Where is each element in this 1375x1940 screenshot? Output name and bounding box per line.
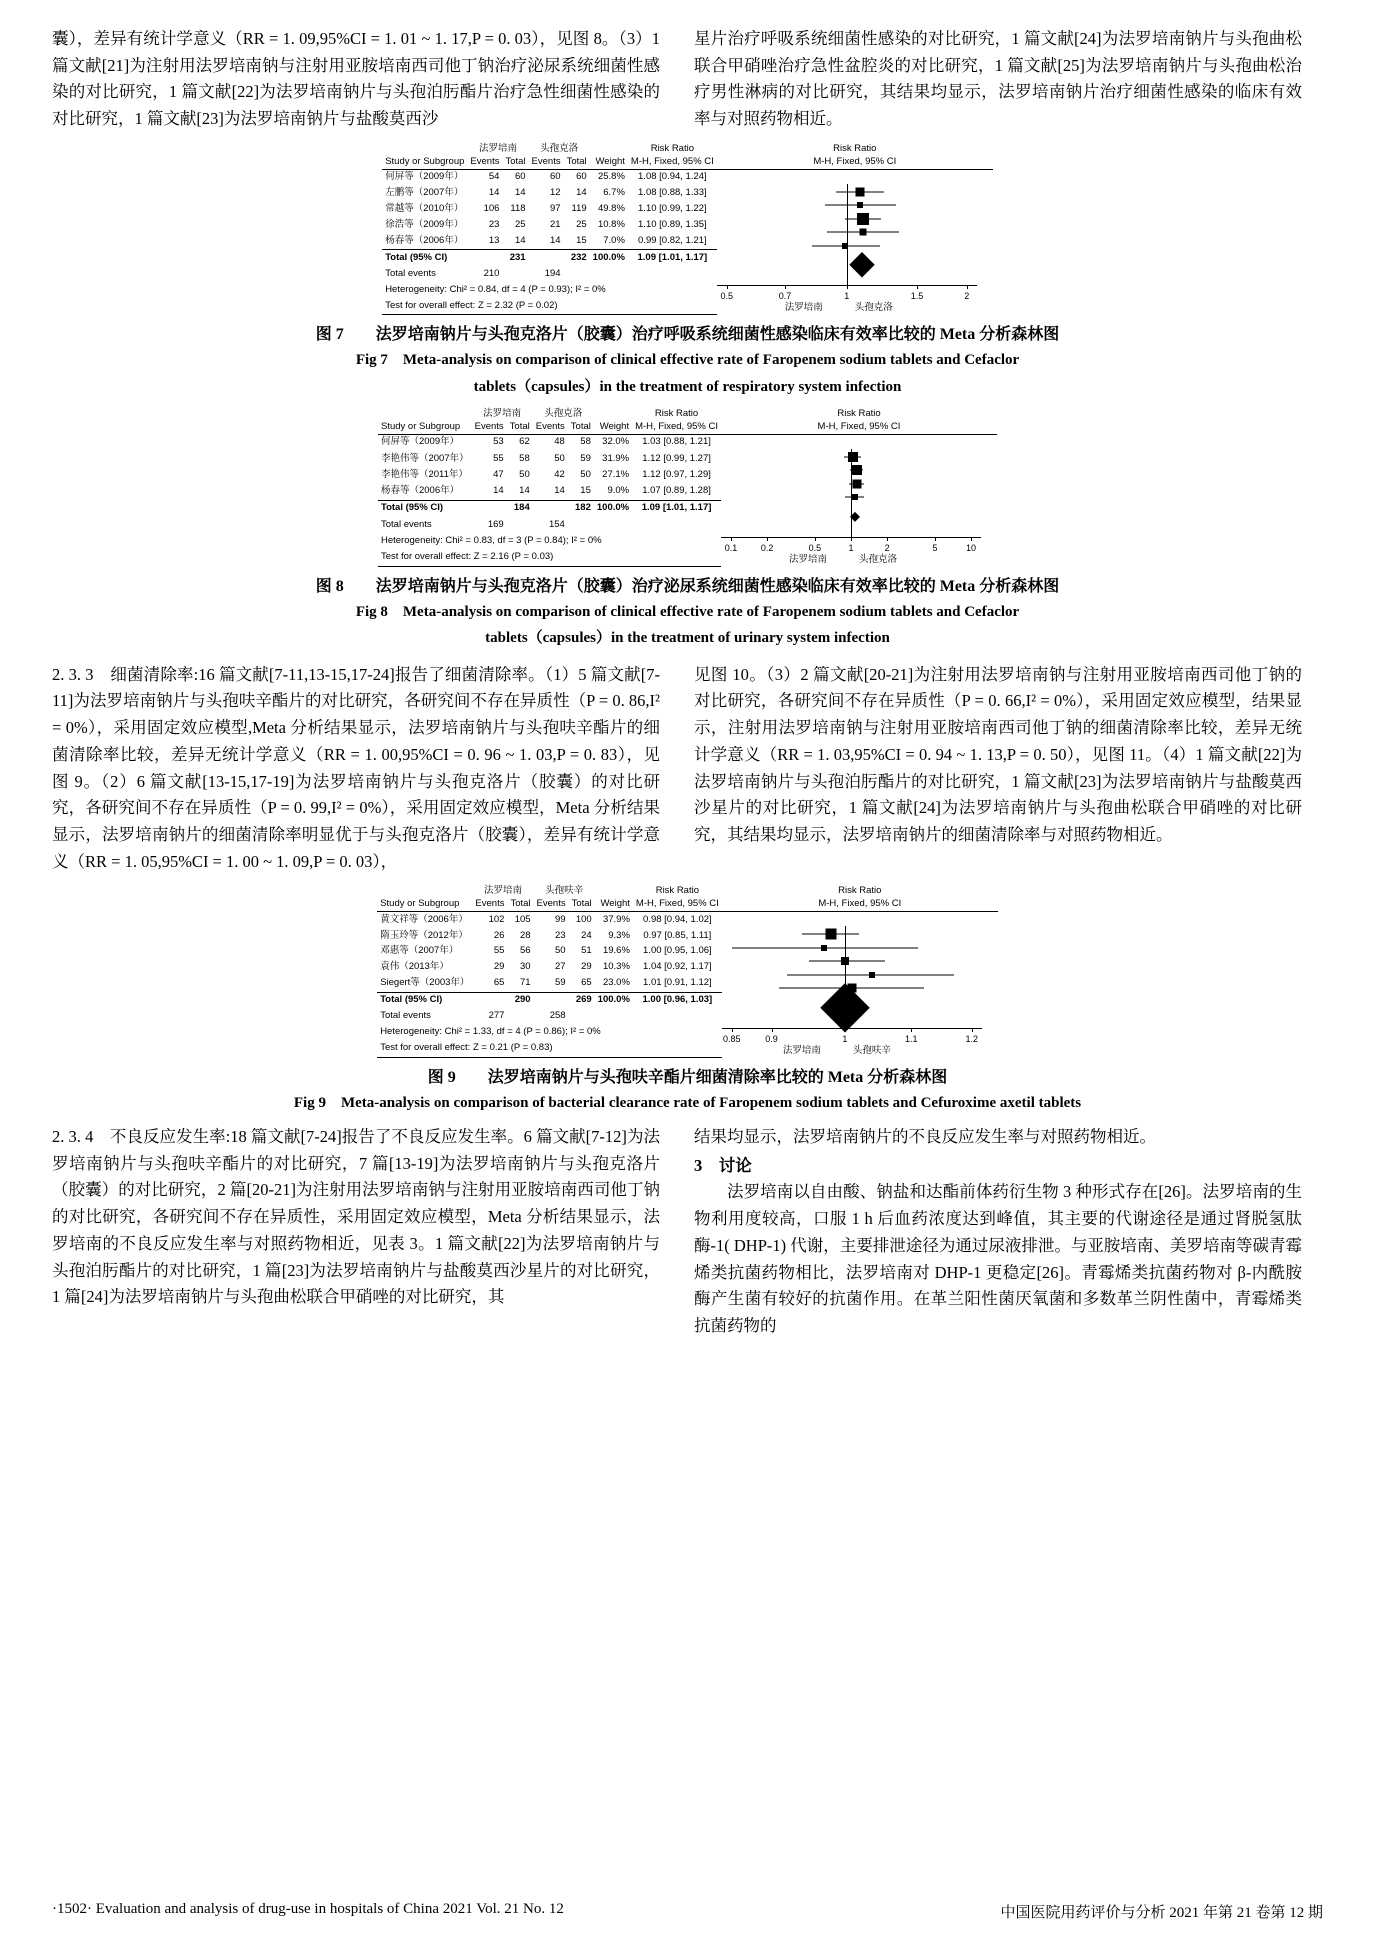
header-events-1: Events xyxy=(467,156,502,169)
header-weight: Weight xyxy=(595,898,633,911)
cell-events-1: 102 xyxy=(488,913,505,925)
cell-events-2: 21 xyxy=(550,218,561,230)
group-label-2: 头孢克洛 xyxy=(540,143,579,154)
header-events-2: Events xyxy=(529,156,564,169)
axis-label-left: 法罗培南 xyxy=(784,303,823,313)
column-right-top xyxy=(694,26,1302,133)
cell-total-1: 28 xyxy=(519,929,531,941)
heterogeneity-text: Heterogeneity: Chi² = 0.83, df = 3 (P = 0.84); I² = 0% xyxy=(380,534,602,546)
top-columns xyxy=(52,26,1323,133)
x-axis xyxy=(722,1028,982,1029)
axis-tick xyxy=(732,1028,733,1032)
axis-tick xyxy=(767,537,768,541)
cell-events-2: 60 xyxy=(550,171,561,183)
paragraph-col2-bottom-2: 法罗培南以自由酸、钠盐和达酯前体药衍生物 3 种形式存在[26]。法罗培南的生物利用度较高，口服 1 h 后血药浓度达到峰值，其主要的代谢途径是通过肾脱氢肽酶-1( DHP-1) 代谢，主要排泄途径为通过尿液排泄。与亚胺培南、美罗培南等碳青霉烯类抗菌药物相比，法罗培南对 DHP-1 更稳定[26]。青霉烯类抗菌药物对 β-内酰胺酶产生菌有较好的抗菌作用。在革兰阳性菌厌氧菌和多数革兰阴性菌中，青霉烯类抗菌药物的 xyxy=(694,1182,1302,1336)
cell-total-2: 60 xyxy=(576,171,587,183)
group-header-row xyxy=(382,143,993,156)
figure-caption-cn-7: 图 7 法罗培南钠片与头孢克洛片（胶囊）治疗呼吸系统细菌性感染临床有效率比较的 Meta 分析森林图 xyxy=(315,326,1060,343)
paragraph-col1-bottom: 2. 3. 4 不良反应发生率:18 篇文献[7-24]报告了不良反应发生率。6 篇文献[7-12]为法罗培南钠片与头孢呋辛酯片的对比研究，7 篇[13-19]为法罗培南钠片与头孢克洛片（胶囊）的对比研究，2 篇[20-21]为注射用法罗培南钠与注射用亚胺培南西司他丁钠的对比研究，各研究间不存在异质性，采用固定效应模型，Meta 分析结果显示，法罗培南的不良反应发生率与对照药物相近，见表 3。1 篇文献[22]为法罗培南钠片与头孢泊肟酯片的对比研究，1 篇[23]为法罗培南钠片与盐酸莫西沙星片的对比研究，1 篇[24]为法罗培南钠片与头孢曲松联合甲硝唑的对比研究，其 xyxy=(52,1127,660,1307)
cell-total-1: 71 xyxy=(507,976,533,993)
overall-effect-text: Test for overall effect: Z = 2.32 (P = 0.02) xyxy=(382,298,717,315)
null-effect-line xyxy=(847,184,848,286)
cell-weight: 9.0% xyxy=(594,483,632,500)
effect-marker xyxy=(841,957,849,965)
axis-tick xyxy=(971,537,972,541)
figure-caption-en-8-line2: tablets（capsules）in the treatment of urinary system infection xyxy=(485,630,890,647)
axis-tick xyxy=(847,285,848,289)
forest-table-7 xyxy=(382,143,993,317)
cell-events-total-1: 169 xyxy=(487,518,504,530)
cell-study: 常越等（2010年） xyxy=(385,202,464,214)
column-left-bottom xyxy=(52,1124,660,1340)
axis-label-left: 法罗培南 xyxy=(782,1045,821,1056)
cell-total-1: 105 xyxy=(514,913,531,925)
cell-events-1: 106 xyxy=(483,202,500,214)
overall-effect-text: Test for overall effect: Z = 2.16 (P = 0.03) xyxy=(378,549,721,566)
header-row xyxy=(378,421,997,434)
axis-tick xyxy=(727,285,728,289)
cell-events-2: 59 xyxy=(534,976,569,993)
header-rr-sub: M-H, Fixed, 95% CI xyxy=(721,421,997,434)
forest-table-9 xyxy=(377,885,998,1059)
column-left-middle xyxy=(52,662,660,876)
cell-total-2: 51 xyxy=(581,945,592,957)
axis-tick-label: 0.5 xyxy=(808,542,822,553)
middle-columns xyxy=(52,662,1323,876)
cell-study: 杨春等（2006年） xyxy=(378,483,472,500)
cell-rr: 1.12 [0.99, 1.27] xyxy=(642,452,711,464)
summary-diamond xyxy=(849,252,875,278)
figure-caption-cn-9: 图 9 法罗培南钠片与头孢呋辛酯片细菌清除率比较的 Meta 分析森林图 xyxy=(427,1068,948,1086)
cell-total-2: 269 xyxy=(575,994,592,1006)
column-title-rr: Risk Ratio xyxy=(650,142,694,154)
cell-rr: 1.08 [0.94, 1.24] xyxy=(638,171,707,183)
cell-study: 李艳伟等（2007年） xyxy=(380,452,469,464)
cell-total-2: 58 xyxy=(580,436,591,448)
column-right-middle xyxy=(694,662,1302,876)
axis-tick xyxy=(967,285,968,289)
cell-weight: 10.8% xyxy=(597,218,625,230)
cell-weight: 6.7% xyxy=(603,187,625,199)
forest-plot-area-9 xyxy=(722,912,982,1060)
cell-events-1: 65 xyxy=(472,976,507,993)
cell-total-1: 184 xyxy=(513,502,530,514)
axis-tick-label: 1 xyxy=(848,542,854,553)
cell-weight: 23.0% xyxy=(595,976,633,993)
axis-tick xyxy=(785,285,786,289)
effect-marker xyxy=(852,479,861,488)
cell-total-1: 58 xyxy=(519,452,530,464)
axis-tick-label: 1 xyxy=(842,1033,848,1044)
axis-tick xyxy=(972,1028,973,1032)
cell-events-1: 23 xyxy=(488,218,500,230)
cell-study: 邓惠等（2007年） xyxy=(380,945,459,957)
effect-marker xyxy=(869,972,875,978)
group-label-2: 头孢克洛 xyxy=(544,409,583,419)
axis-tick-label: 1 xyxy=(844,291,850,301)
cell-total-label: Total (95% CI) xyxy=(385,251,448,263)
paragraph-col1-top: 囊），差异有统计学意义（RR = 1. 09,95%CI = 1. 01 ~ 1. 17,P = 0. 03），见图 8。（3）1 篇文献[21]为注射用法罗培南钠与注射用亚胺培南西司他丁钠治疗泌尿系统细菌性感染的对比研究，1 篇文献[22]为法罗培南钠片与头孢泊肟酯片治疗急性细菌性感染的对比研究，1 篇文献[23]为法罗培南钠片与盐酸莫西沙 xyxy=(52,29,660,129)
cell-total-2: 15 xyxy=(568,483,594,500)
axis-tick-label: 0.2 xyxy=(760,542,774,553)
effect-marker xyxy=(852,494,858,500)
header-study: Study or Subgroup xyxy=(382,156,467,169)
cell-events-1: 26 xyxy=(493,929,505,941)
cell-study: 左鹏等（2007年） xyxy=(385,187,464,199)
bottom-columns xyxy=(52,1124,1323,1340)
cell-events-2: 14 xyxy=(533,483,568,500)
group-label-1: 法罗培南 xyxy=(483,886,522,897)
axis-tick xyxy=(917,285,918,289)
cell-events-1: 13 xyxy=(467,233,502,250)
axis-tick xyxy=(772,1028,773,1032)
cell-events-1: 54 xyxy=(488,171,500,183)
group-label-1: 法罗培南 xyxy=(483,409,522,419)
table-row xyxy=(378,434,997,451)
cell-total-weight: 100.0% xyxy=(592,251,625,263)
header-rr: M-H, Fixed, 95% CI xyxy=(632,421,721,434)
axis-tick xyxy=(887,537,888,541)
cell-study: 袁伟（2013年） xyxy=(380,961,449,973)
axis-tick-label: 0.9 xyxy=(765,1033,778,1044)
column-title-rr-plot: Risk Ratio xyxy=(833,142,877,154)
axis-tick xyxy=(911,1028,912,1032)
cell-total-rr: 1.00 [0.96, 1.03] xyxy=(642,994,713,1006)
cell-events-2: 27 xyxy=(555,961,566,973)
effect-marker xyxy=(825,929,836,940)
axis-tick-label: 10 xyxy=(965,542,977,553)
cell-study: 徐浩等（2009年） xyxy=(385,218,464,230)
cell-rr: 0.97 [0.85, 1.11] xyxy=(643,929,712,941)
cell-rr: 1.12 [0.97, 1.29] xyxy=(642,468,711,480)
header-total-2: Total xyxy=(568,421,594,434)
heterogeneity-text: Heterogeneity: Chi² = 1.33, df = 4 (P = 0.86); I² = 0% xyxy=(380,1026,601,1038)
cell-total-weight: 100.0% xyxy=(596,502,630,514)
header-rr: M-H, Fixed, 95% CI xyxy=(633,898,722,911)
cell-total-2: 65 xyxy=(569,976,595,993)
cell-events-label: Total events xyxy=(380,1010,431,1022)
header-row xyxy=(382,156,993,169)
axis-tick xyxy=(845,1028,846,1032)
cell-study: 隋玉玲等（2012年） xyxy=(380,929,468,941)
header-total-2: Total xyxy=(569,898,595,911)
cell-events-2: 99 xyxy=(555,913,566,925)
figure-caption-en-8-line1: Fig 8 Meta-analysis on comparison of clinical effective rate of Faropenem sodium tablets and Cefaclor xyxy=(355,603,1020,620)
column-title-rr-plot: Risk Ratio xyxy=(838,885,882,897)
cell-total-1: 14 xyxy=(514,187,526,199)
cell-total-2: 182 xyxy=(575,502,591,514)
cell-events-2: 97 xyxy=(550,202,561,214)
cell-events-2: 50 xyxy=(555,945,566,957)
cell-rr: 1.03 [0.88, 1.21] xyxy=(642,436,711,448)
cell-total-2: 119 xyxy=(571,202,587,214)
header-rr-sub: M-H, Fixed, 95% CI xyxy=(717,156,993,169)
footer-right: 中国医院用药评价与分析 2021 年第 21 卷第 12 期 xyxy=(1000,1905,1323,1921)
cell-events-2: 23 xyxy=(555,929,566,941)
cell-rr: 1.07 [0.89, 1.28] xyxy=(632,483,721,500)
effect-marker xyxy=(857,213,869,225)
paragraph-col2-bottom-1: 结果均显示，法罗培南钠片的不良反应发生率与对照药物相近。 xyxy=(694,1127,1156,1146)
cell-total-label: Total (95% CI) xyxy=(380,502,444,514)
cell-study: 黄文祥等（2006年） xyxy=(380,913,468,925)
cell-events-total-1: 277 xyxy=(488,1010,505,1022)
cell-events-2: 14 xyxy=(529,233,564,250)
cell-total-2: 25 xyxy=(576,218,587,230)
cell-study: 杨春等（2006年） xyxy=(382,233,467,250)
header-total-1: Total xyxy=(502,156,528,169)
forest-plot-9 xyxy=(52,885,1323,1059)
null-effect-line xyxy=(851,449,852,537)
header-total-1: Total xyxy=(507,898,533,911)
header-row xyxy=(377,898,998,911)
cell-total-2: 232 xyxy=(570,251,587,263)
cell-events-2: 50 xyxy=(554,452,565,464)
paragraph-col2-middle: 见图 10。（3）2 篇文献[20-21]为注射用法罗培南钠与注射用亚胺培南西司他丁钠的对比研究，各研究间不存在异质性（P = 0. 66,I² = 0%），采用固定效应模型，结果显示，注射用法罗培南钠与注射用亚胺培南西司他丁钠的细菌清除率比较，差异无统计学意义（RR = 1. 03,95%CI = 0. 94 ~ 1. 13,P = 0. 50），见图 11。（4）1 篇文献[22]为法罗培南钠片与头孢泊肟酯片的对比研究，1 篇文献[23]为法罗培南钠片与盐酸莫西沙星片的对比研究，1 篇文献[24]为法罗培南钠片与头孢曲松联合甲硝唑的对比研究，其结果均显示，法罗培南钠片的细菌清除率与对照药物相近。 xyxy=(694,664,1302,844)
forest-table-8 xyxy=(378,408,997,569)
cell-events-label: Total events xyxy=(380,518,432,530)
header-rr-sub: M-H, Fixed, 95% CI xyxy=(722,898,998,911)
forest-plot-8 xyxy=(52,408,1323,569)
forest-plot-area-7 xyxy=(717,170,977,318)
header-study: Study or Subgroup xyxy=(377,898,472,911)
cell-total-label: Total (95% CI) xyxy=(380,994,443,1006)
cell-total-1: 30 xyxy=(519,961,531,973)
cell-study: 何屏等（2009年） xyxy=(380,436,460,448)
cell-events-total-2: 194 xyxy=(544,267,561,279)
header-total-1: Total xyxy=(507,421,533,434)
header-study: Study or Subgroup xyxy=(378,421,472,434)
cell-rr: 1.08 [0.88, 1.33] xyxy=(638,187,707,199)
cell-events-1: 14 xyxy=(472,483,507,500)
column-title-rr-plot: Risk Ratio xyxy=(837,408,881,419)
cell-events-1: 47 xyxy=(493,468,504,480)
cell-total-1: 118 xyxy=(510,202,526,214)
cell-rr: 1.04 [0.92, 1.17] xyxy=(643,961,712,973)
group-label-1: 法罗培南 xyxy=(478,143,517,154)
cell-weight: 10.3% xyxy=(602,961,630,973)
header-events-2: Events xyxy=(533,421,568,434)
cell-total-2: 50 xyxy=(580,468,591,480)
cell-events-1: 14 xyxy=(488,187,500,199)
column-title-rr: Risk Ratio xyxy=(654,408,699,419)
figure-8 xyxy=(52,408,1323,650)
axis-tick-label: 1.5 xyxy=(910,291,924,301)
cell-events-total-1: 210 xyxy=(483,267,500,279)
heterogeneity-text: Heterogeneity: Chi² = 0.84, df = 4 (P = 0.93); I² = 0% xyxy=(385,283,606,295)
cell-total-2: 100 xyxy=(575,913,592,925)
forest-plot-7 xyxy=(52,143,1323,317)
cell-events-1: 55 xyxy=(493,452,504,464)
summary-diamond xyxy=(820,983,870,1033)
cell-events-label: Total events xyxy=(385,267,436,279)
header-events-2: Events xyxy=(534,898,569,911)
axis-label-right: 头孢克洛 xyxy=(859,554,898,565)
cell-events-1: 29 xyxy=(493,961,505,973)
header-events-1: Events xyxy=(472,898,507,911)
column-title-rr: Risk Ratio xyxy=(655,885,699,897)
figure-caption-en-7-line2: tablets（capsules）in the treatment of respiratory system infection xyxy=(473,378,902,395)
effect-marker xyxy=(852,465,862,475)
cell-events-2: 48 xyxy=(554,436,565,448)
axis-tick-label: 0.5 xyxy=(720,291,734,301)
axis-tick-label: 2 xyxy=(884,542,890,553)
axis-tick xyxy=(815,537,816,541)
cell-total-2: 59 xyxy=(580,452,591,464)
header-weight: Weight xyxy=(590,156,628,169)
axis-tick-label: 0.7 xyxy=(778,291,792,301)
effect-marker xyxy=(857,202,863,208)
axis-tick-label: 0.1 xyxy=(724,542,738,553)
cell-total-rr: 1.09 [1.01, 1.17] xyxy=(641,502,712,514)
axis-tick-label: 1.2 xyxy=(965,1033,979,1044)
table-row xyxy=(382,169,993,186)
figure-9 xyxy=(52,885,1323,1114)
cell-study: 何屏等（2009年） xyxy=(385,171,464,183)
cell-total-1: 62 xyxy=(519,436,530,448)
cell-study: Siegert等（2003年） xyxy=(377,976,472,993)
axis-tick xyxy=(851,537,852,541)
cell-rr: 1.01 [0.91, 1.12] xyxy=(633,976,722,993)
cell-total-1: 60 xyxy=(514,171,526,183)
cell-total-1: 290 xyxy=(514,994,531,1006)
header-rr: M-H, Fixed, 95% CI xyxy=(628,156,717,169)
table-row xyxy=(377,912,998,929)
figure-caption-cn-8: 图 8 法罗培南钠片与头孢克洛片（胶囊）治疗泌尿系统细菌性感染临床有效率比较的 Meta 分析森林图 xyxy=(315,577,1060,595)
effect-marker xyxy=(842,243,848,249)
header-weight: Weight xyxy=(594,421,632,434)
cell-weight: 19.6% xyxy=(602,945,630,957)
axis-label-left: 法罗培南 xyxy=(789,554,828,565)
cell-events-total-2: 154 xyxy=(548,518,565,530)
forest-plot-area-8 xyxy=(721,435,981,569)
cell-total-1: 231 xyxy=(509,251,526,263)
section-heading-discussion: 3 讨论 xyxy=(694,1155,752,1175)
effect-marker xyxy=(848,452,858,462)
cell-total-1: 14 xyxy=(502,233,528,250)
cell-rr: 0.98 [0.94, 1.02] xyxy=(643,913,712,925)
cell-rr: 1.10 [0.89, 1.35] xyxy=(638,218,707,230)
axis-tick-label: 5 xyxy=(932,542,938,553)
paragraph-col2-top: 星片治疗呼吸系统细菌性感染的对比研究，1 篇文献[24]为法罗培南钠片与头孢曲松联合甲硝唑治疗急性盆腔炎的对比研究，1 篇文献[25]为法罗培南钠片与头孢曲松治疗男性淋病的对比研究，其结果均显示，法罗培南钠片治疗细菌性感染的临床有效率与对照药物相近。 xyxy=(694,29,1302,129)
cell-total-2: 24 xyxy=(581,929,592,941)
cell-rr: 1.00 [0.95, 1.06] xyxy=(643,945,712,957)
figure-caption-en-9-line1: Fig 9 Meta-analysis on comparison of bacterial clearance rate of Faropenem sodium tablets and Cefuroxime axetil tablets xyxy=(293,1094,1082,1111)
axis-label-right: 头孢克洛 xyxy=(854,303,893,313)
cell-total-1: 25 xyxy=(514,218,526,230)
cell-total-2: 15 xyxy=(564,233,590,250)
footer-left: ·1502· Evaluation and analysis of drug-use in hospitals of China 2021 Vol. 21 No. 12 xyxy=(52,1901,564,1917)
effect-marker xyxy=(856,187,865,196)
cell-total-1: 14 xyxy=(507,483,533,500)
cell-weight: 31.9% xyxy=(602,452,630,464)
cell-weight: 32.0% xyxy=(602,436,630,448)
axis-tick-label: 0.85 xyxy=(723,1033,741,1044)
figure-7 xyxy=(52,143,1323,398)
axis-tick xyxy=(731,537,732,541)
cell-events-total-2: 258 xyxy=(549,1010,566,1022)
cell-total-1: 50 xyxy=(519,468,530,480)
cell-events-1: 55 xyxy=(493,945,505,957)
axis-tick-label: 1.1 xyxy=(904,1033,918,1044)
column-right-bottom xyxy=(694,1124,1302,1340)
cell-weight: 27.1% xyxy=(602,468,630,480)
cell-weight: 37.9% xyxy=(602,913,630,925)
cell-total-1: 56 xyxy=(519,945,531,957)
cell-events-1: 53 xyxy=(493,436,504,448)
cell-total-weight: 100.0% xyxy=(597,994,630,1006)
cell-weight: 9.3% xyxy=(608,929,630,941)
page-footer xyxy=(52,1901,1323,1922)
cell-weight: 49.8% xyxy=(597,202,625,214)
effect-marker xyxy=(860,229,867,236)
cell-events-2: 42 xyxy=(554,468,565,480)
cell-total-rr: 1.09 [1.01, 1.17] xyxy=(637,251,708,263)
cell-weight: 7.0% xyxy=(590,233,628,250)
column-left-top xyxy=(52,26,660,133)
overall-effect-text: Test for overall effect: Z = 0.21 (P = 0.83) xyxy=(377,1040,722,1057)
header-events-1: Events xyxy=(472,421,507,434)
effect-marker xyxy=(821,945,827,951)
cell-rr: 1.10 [0.99, 1.22] xyxy=(638,202,707,214)
group-label-2: 头孢呋辛 xyxy=(545,886,584,897)
paragraph-col1-middle: 2. 3. 3 细菌清除率:16 篇文献[7-11,13-15,17-24]报告了细菌清除率。（1）5 篇文献[7-11]为法罗培南钠片与头孢呋辛酯片的对比研究，各研究间不存在异质性（P = 0. 86,I² = 0%），采用固定效应模型,Meta 分析结果显示，法罗培南钠片与头孢呋辛酯片的细菌清除率比较，差异无统计学意义（RR = 1. 00,95%CI = 0. 96 ~ 1. 03,P = 0. 83），见图 9。（2）6 篇文献[13-15,17-19]为法罗培南钠片与头孢克洛片（胶囊）的对比研究，各研究间不存在异质性（P = 0. 99,I² = 0%），采用固定效应模型，Meta 分析结果显示，法罗培南钠片的细菌清除率明显优于与头孢克洛片（胶囊），差异有统计学意义（RR = 1. 05,95%CI = 1. 00 ~ 1. 09,P = 0. 03）， xyxy=(52,664,660,871)
group-header-row xyxy=(377,885,998,898)
figure-caption-en-7-line1: Fig 7 Meta-analysis on comparison of clinical effective rate of Faropenem sodium tablets and Cefaclor xyxy=(355,352,1020,368)
cell-weight: 25.8% xyxy=(597,171,625,183)
cell-rr: 0.99 [0.82, 1.21] xyxy=(628,233,717,250)
axis-tick xyxy=(935,537,936,541)
cell-total-2: 14 xyxy=(576,187,587,199)
axis-tick-label: 2 xyxy=(964,291,970,301)
cell-total-2: 29 xyxy=(581,961,592,973)
header-total-2: Total xyxy=(564,156,590,169)
cell-events-2: 12 xyxy=(550,187,561,199)
axis-label-right: 头孢呋辛 xyxy=(852,1045,891,1056)
cell-study: 李艳伟等（2011年） xyxy=(380,468,468,480)
group-header-row xyxy=(378,408,997,421)
